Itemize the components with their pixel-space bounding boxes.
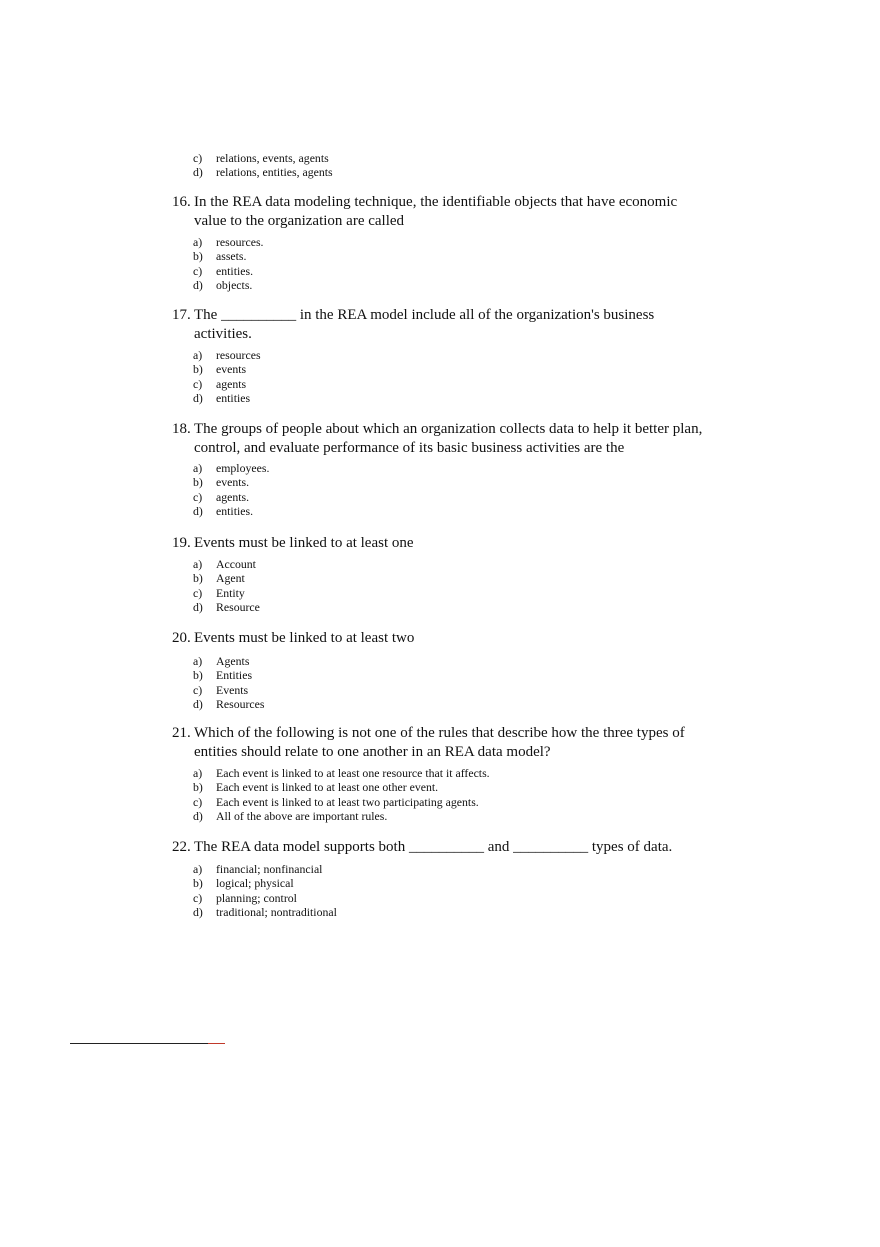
question-19-options (193, 557, 260, 615)
option-c: c) Each event is linked to at least two participating agents. (193, 794, 479, 809)
option-b: b) events (193, 362, 247, 377)
option-c: c) entities. (193, 263, 254, 278)
option-a: a) Each event is linked to at least one resource that it affects. (193, 766, 490, 780)
option-c: c) agents. (193, 489, 250, 504)
footnote-separator-tail (208, 1043, 225, 1044)
option-b: b) Entities (193, 668, 253, 683)
option-d: d) entities (193, 391, 251, 406)
option-b: b) Agent (193, 571, 245, 586)
option-c: c) relations, events, agents (193, 151, 329, 165)
option-d: d) traditional; nontraditional (193, 905, 337, 920)
option-c: c) planning; control (193, 890, 297, 905)
question-19: 19. Events must be linked to at least one (172, 535, 414, 551)
question-18-options (193, 461, 269, 519)
option-a: a) employees. (193, 461, 270, 475)
option-b: b) events. (193, 475, 250, 490)
question-18: 18. The groups of people about which an organization collects data to help it better plan, control, and evaluate performance of its basic business activities are the (172, 421, 703, 456)
question-20-options (193, 654, 264, 712)
option-a: a) Account (193, 557, 256, 571)
question-21-options (193, 766, 490, 824)
option-b: b) assets. (193, 249, 247, 264)
option-a: a) resources (193, 348, 261, 362)
option-c: c) Events (193, 682, 249, 697)
option-a: a) resources. (193, 235, 264, 249)
question-20: 20. Events must be linked to at least two (172, 630, 415, 646)
option-b: b) Each event is linked to at least one other event. (193, 780, 439, 795)
option-c: c) Entity (193, 585, 245, 600)
option-d: d) objects. (193, 278, 253, 293)
question-21: 21. Which of the following is not one of the rules that describe how the three types of entities should relate to one another in an REA data model? (172, 725, 685, 760)
question-22: 22. The REA data model supports both __________ and __________ types of data. (172, 839, 673, 855)
options-continued (193, 151, 333, 180)
question-22-options (193, 862, 337, 920)
question-17: 17. The __________ in the REA model include all of the organization's business activities. (172, 307, 655, 342)
option-d: d) relations, entities, agents (193, 165, 333, 180)
option-d: d) entities. (193, 504, 254, 519)
option-b: b) logical; physical (193, 876, 294, 891)
question-17-options (193, 348, 261, 406)
question-16-options (193, 235, 264, 293)
option-d: d) Resource (193, 600, 260, 615)
option-d: d) All of the above are important rules. (193, 809, 388, 824)
option-d: d) Resources (193, 697, 265, 712)
option-a: a) financial; nonfinancial (193, 862, 323, 876)
question-16: 16. In the REA data modeling technique, the identifiable objects that have economic value to the organization are called (172, 194, 678, 229)
option-a: a) Agents (193, 654, 250, 668)
option-c: c) agents (193, 376, 247, 391)
footnote-separator (70, 1043, 225, 1044)
